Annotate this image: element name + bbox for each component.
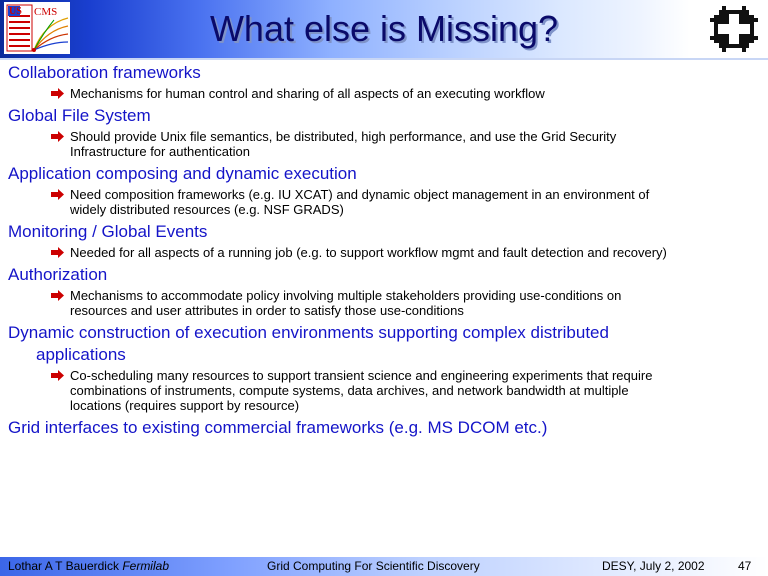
bullet-text: resources and user attributes in order to satisfy those use-conditions bbox=[70, 303, 464, 318]
footer-author bbox=[8, 557, 169, 576]
fermilab-logo bbox=[708, 4, 760, 54]
section-heading: Collaboration frameworks bbox=[8, 63, 201, 82]
section-heading: Application composing and dynamic execution bbox=[8, 164, 357, 183]
section-heading-line: applications bbox=[36, 345, 126, 364]
red-arrow-icon bbox=[51, 290, 64, 301]
red-arrow-icon bbox=[51, 370, 64, 381]
red-arrow-icon bbox=[51, 189, 64, 200]
section-heading: Authorization bbox=[8, 265, 108, 284]
bullet-item bbox=[0, 86, 768, 101]
bullet-text: widely distributed resources (e.g. NSF GRADS) bbox=[70, 202, 344, 217]
bullet-text: Mechanisms to accommodate policy involving multiple stakeholders providing use-conditions on bbox=[70, 288, 622, 303]
section-heading: Global File System bbox=[8, 106, 151, 125]
slide-title: What else is Missing? bbox=[209, 8, 559, 49]
bullet-text: Co-scheduling many resources to support transient science and engineering experiments that require bbox=[70, 368, 653, 383]
footer-date: DESY, July 2, 2002 bbox=[602, 559, 705, 573]
red-arrow-icon bbox=[51, 247, 64, 258]
bullet-text: locations (requires support by resource) bbox=[70, 398, 300, 413]
bullet-item bbox=[0, 129, 768, 159]
bullet-text: Should provide Unix file semantics, be distributed, high performance, and use the Grid Security bbox=[70, 129, 617, 144]
red-arrow-icon bbox=[51, 88, 64, 99]
svg-text:CMS: CMS bbox=[34, 6, 58, 18]
red-arrow-icon bbox=[51, 131, 64, 142]
page-number: 47 bbox=[738, 559, 752, 573]
svg-text:US: US bbox=[9, 6, 22, 17]
bullet-item bbox=[0, 187, 768, 217]
bullet-text: Need composition frameworks (e.g. IU XCAT) and dynamic object management in an environment of bbox=[70, 187, 650, 202]
footer-author-name: Lothar A T Bauerdick bbox=[8, 559, 119, 573]
section-heading-line: Dynamic construction of execution environments supporting complex distributed bbox=[8, 323, 609, 342]
bullet-text: combinations of instruments, compute systems, data archives, and network bandwidth at multiple bbox=[70, 383, 629, 398]
slide-body bbox=[0, 62, 768, 439]
bullet-item bbox=[0, 245, 768, 260]
slide-footer bbox=[0, 557, 768, 576]
footer-affiliation: Fermilab bbox=[122, 559, 169, 573]
bullet-text: Infrastructure for authentication bbox=[70, 144, 250, 159]
header-divider bbox=[0, 58, 768, 60]
bullet-text: Needed for all aspects of a running job (e.g. to support workflow mgmt and fault detection and recovery) bbox=[70, 245, 667, 260]
section-heading bbox=[0, 322, 768, 366]
slide-header bbox=[0, 0, 768, 58]
bullet-item bbox=[0, 368, 768, 413]
section-heading: Monitoring / Global Events bbox=[8, 222, 208, 241]
bullet-text: Mechanisms for human control and sharing of all aspects of an executing workflow bbox=[70, 86, 545, 101]
section-heading: Grid interfaces to existing commercial frameworks (e.g. MS DCOM etc.) bbox=[8, 418, 548, 437]
footer-event: Grid Computing For Scientific Discovery bbox=[267, 559, 480, 573]
bullet-item bbox=[0, 288, 768, 318]
